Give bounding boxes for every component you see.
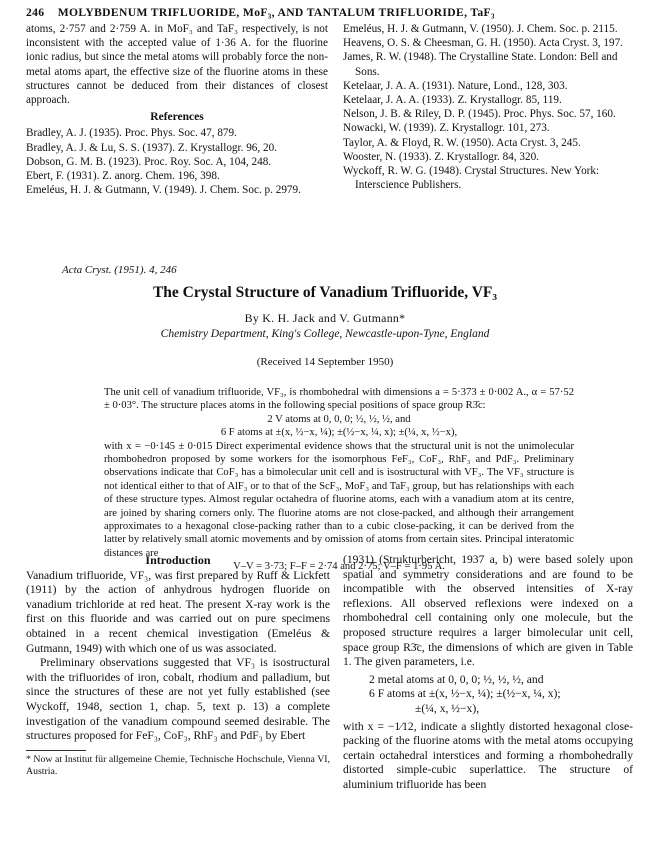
abstract-equation: 6 F atoms at ±(x, ½−x, ¼); ±(½−x, ¼, x); ±(¼, x, ½−x), (220, 427, 458, 439)
reference-item: Nelson, J. B. & Riley, D. P. (1945). Proc. Phys. Soc. 57, 160. (343, 108, 616, 121)
reference-item: Heavens, O. S. & Cheesman, G. H. (1950). Acta Cryst. 3, 197. (343, 37, 623, 50)
body-paragraph: Vanadium trifluoride, VF₃, was first prepared by Ruff & Lickfett (1911) by the action of anhydrous hydrogen fluoride on vanadium trichloride at red heat. The present X-ray work is the first on this fluoride and was carried out on pure specimens obtained in a recent chemical investigation (Emeléus & Gutmann, 1949) with which one of us was associated. (26, 568, 330, 655)
reference-item: Ketelaar, J. A. A. (1933). Z. Krystallogr. 85, 119. (343, 94, 562, 107)
reference-item: Emeléus, H. J. & Gutmann, V. (1949). J. Chem. Soc. p. 2979. (26, 184, 301, 197)
reference-list-right (343, 22, 633, 192)
body-paragraph: Preliminary observations suggested that VF₃ is isostructural with the trifluorides of iron, cobalt, rhodium and palladium, but since the structures of these are not yet fully established (see Wyckoff, 1948, section 1, chap. 5, text p. 13) a complete investigation of the vanadium compound seemed desirable. The structures proposed for FeF₃, CoF₃, RhF₃ and PdF₃ by Ebert (26, 656, 330, 743)
references-heading: References (150, 111, 204, 124)
received-date: (Received 14 September 1950) (256, 356, 394, 368)
reference-item: James, R. W. (1948). The Crystalline State. London: Bell and Sons. (343, 51, 618, 78)
reference-item: Taylor, A. & Floyd, R. W. (1950). Acta Cryst. 3, 245. (343, 136, 581, 149)
reference-item: Bradley, A. J. (1935). Proc. Phys. Soc. 47, 879. (26, 127, 237, 140)
reference-item: Wooster, N. (1933). Z. Krystallogr. 84, 320. (343, 150, 539, 163)
prev-article-paragraph: atoms, 2·757 and 2·759 A. in MoF₃ and TaF₃ respectively, is not inconsistent with the accepted value of 1·36 A. for the fluorine ionic radius, but since the metal atoms will probably force the non-metal atoms apart, the effective size of the fluorine atoms in these structures cannot be deduced from their distances of closest approach. (26, 23, 328, 107)
abstract (104, 386, 574, 574)
abstract-paragraph: with x = −0·145 ± 0·015 Direct experimental evidence shows that the structural unit is not the unimolecular rhombohedron proposed by some workers for the isomorphous FeF₃, CoF₃, RhF₃ and PdF₃. Preliminary observations indicate that CoF₃ has a bimolecular unit cell and is isostructural with VF₃. The VF₃ structure is not identical either to that of AlF₃ or to that of the ScF₃, MoF₃ and TaF₃ group, but has relationships with each of these structure types. Almost regular octahedra of fluorine atoms, each with a vanadium atom at its centre, are joined by sharing corners only. The fluorine atoms are not close-packed, and although their arrangement approximates to a hexagonal close-packing rather than to a cubic close-packing, it can be derived from the latter by relatively small atomic movements and by omission of atoms from certain sites. Principal interatomic distances are (104, 440, 574, 559)
footnote: * Now at Institut für allgemeine Chemie, Technische Hochschule, Vienna VI, Austria. (26, 753, 330, 778)
reference-item: Nowacki, W. (1939). Z. Krystallogr. 101, 273. (343, 122, 550, 135)
body-equation: 2 metal atoms at 0, 0, 0; ½, ½, ½, and (369, 672, 544, 686)
reference-item: Bradley, A. J. & Lu, S. S. (1937). Z. Krystallogr. 96, 20. (26, 141, 277, 154)
body-equation: ±(¼, x, ½−x), (415, 701, 480, 715)
footnote-rule (26, 750, 86, 751)
body-equation: 6 F atoms at ±(x, ½−x, ¼); ±(½−x, ¼, x); (369, 687, 561, 701)
reference-item: Wyckoff, R. W. G. (1948). Crystal Structures. New York: Interscience Publishers. (343, 165, 600, 192)
article-title: The Crystal Structure of Vanadium Trifluoride, VF₃ (152, 284, 498, 301)
abstract-paragraph: The unit cell of vanadium trifluoride, VF₃, is rhombohedral with dimensions a = 5·373 ± 0·002 A., α = 57·52 ± 0·03°. The structure places atoms in the following special positions of space group R3̄c: (104, 387, 574, 412)
body-left-column (26, 553, 330, 779)
page-number: 246 (26, 6, 45, 19)
prev-article-left-column (26, 22, 328, 197)
reference-item: Dobson, G. M. B. (1923). Proc. Roy. Soc. A, 104, 248. (26, 155, 272, 168)
reference-item: Ketelaar, J. A. A. (1931). Nature, Lond., 128, 303. (343, 79, 568, 92)
body-right-column (343, 553, 633, 793)
introduction-heading: Introduction (145, 553, 211, 567)
running-header (26, 6, 632, 19)
body-paragraph: (1931) (Strukturbericht, 1937 a, b) were based solely upon spatial and symmetry considerations and are found to be incompatible with the observed intensities of X-ray reflexions. All observed reflexions were indexed on a rhombohedral cell containing only one molecule, but the proposed structure requires a larger bimolecular unit cell, space group R3̄c, the dimensions of which are given in Table 1. The given parameters, i.e. (343, 553, 633, 669)
reference-list-left (26, 126, 328, 197)
journal-reference: Acta Cryst. (1951). 4, 246 (62, 264, 177, 276)
running-title: MOLYBDENUM TRIFLUORIDE, MoF₃, AND TANTALUM TRIFLUORIDE, TaF₃ (57, 6, 495, 19)
reference-item: Ebert, F. (1931). Z. anorg. Chem. 196, 398. (26, 170, 220, 183)
abstract-distances: V–V = 3·73; F–F = 2·74 and 2·75; V–F = 1·95 A. (233, 561, 445, 573)
reference-item: Emeléus, H. J. & Gutmann, V. (1950). J. Chem. Soc. p. 2115. (343, 23, 618, 35)
article-affiliation: Chemistry Department, King's College, Newcastle-upon-Tyne, England (160, 328, 490, 340)
body-paragraph: with x = −1⁄12, indicate a slightly distorted hexagonal close-packing of the fluorine atoms with the metal atoms occupying certain octahedral interstices and forming a rhombohedrally distorted simple-cubic superlattice. The structure of aluminium trifluoride has been (343, 719, 633, 791)
abstract-equation: 2 V atoms at 0, 0, 0; ½, ½, ½, and (267, 413, 411, 425)
article-authors: By K. H. Jack and V. Gutmann* (244, 311, 406, 325)
